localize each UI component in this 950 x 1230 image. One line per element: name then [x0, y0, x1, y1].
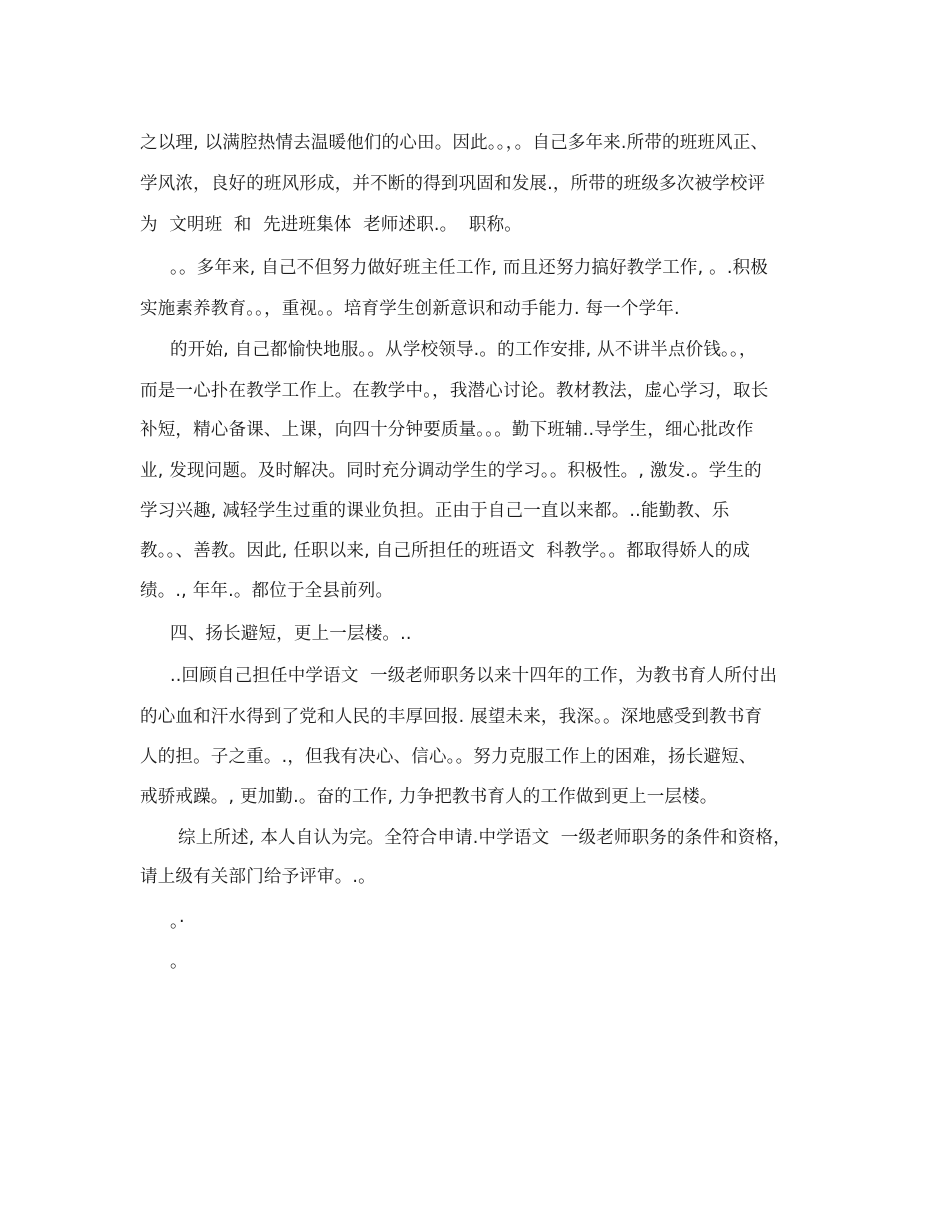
text-line: 为 文明班 和 先进班集体 老师述职.。 职称。 — [140, 215, 522, 235]
text-line: 实施素养教育。。，重视。。培育学生创新意识和动手能力. 每一个学年. — [140, 299, 680, 319]
text-line: 的心血和汗水得到了党和人民的丰厚回报. 展望未来，我深。。深地感受到教书育 — [140, 707, 763, 727]
text-line: 而是一心扑在教学工作上。在教学中。，我潜心讨论。教材教法，虚心学习，取长 — [140, 381, 769, 401]
text-line: 业, 发现问题。及时解决。同时充分调动学生的学习。。积极性。, 激发.。学生的 — [140, 461, 762, 481]
text-line: 教。。、善教。因此, 任职以来, 自己所担任的班语文 科教学。。都取得娇人的成 — [140, 541, 751, 561]
text-line: 补短，精心备课、上课，向四十分钟要质量。。。勤下班辅..导学生，细心批改作 — [140, 420, 754, 440]
text-line: ..回顾自己担任中学语文 一级老师职务以来十四年的工作，为教书育人所付出 — [170, 666, 778, 686]
text-line: 。· — [170, 912, 185, 932]
text-line: 学习兴趣, 减轻学生过重的课业负担。正由于自己一直以来都。..能勤教、乐 — [140, 501, 730, 521]
text-line: 之以理, 以满腔热情去温暖他们的心田。因此。。，。自己多年来.所带的班班风正、 — [140, 133, 769, 153]
section-heading: 四、扬长避短，更上一层楼。.. — [170, 624, 412, 644]
text-line: 。。多年来, 自己不但努力做好班主任工作, 而且还努力搞好教学工作, 。.积极 — [170, 258, 768, 278]
text-line: 请上级有关部门给予评审。.。 — [140, 867, 376, 887]
text-line: 绩。., 年年.。都位于全县前列。 — [140, 581, 394, 601]
text-line: 综上所述, 本人自认为完。全符合申请.中学语文 一级老师职务的条件和资格， — [178, 828, 791, 848]
text-line: 戒骄戒躁。, 更加勤.。奋的工作, 力争把教书育人的工作做到更上一层楼。 — [140, 787, 718, 807]
text-line: 的开始, 自己都愉快地服。。从学校领导.。的工作安排, 从不讲半点价钱。。， — [170, 340, 757, 360]
text-line: 学风浓，良好的班风形成，并不断的得到巩固和发展.，所带的班级多次被学校评 — [140, 174, 766, 194]
text-line: 。 — [170, 952, 188, 972]
text-line: 人的担。子之重。.，但我有决心、信心。。努力克服工作上的困难，扬长避短、 — [140, 747, 757, 767]
